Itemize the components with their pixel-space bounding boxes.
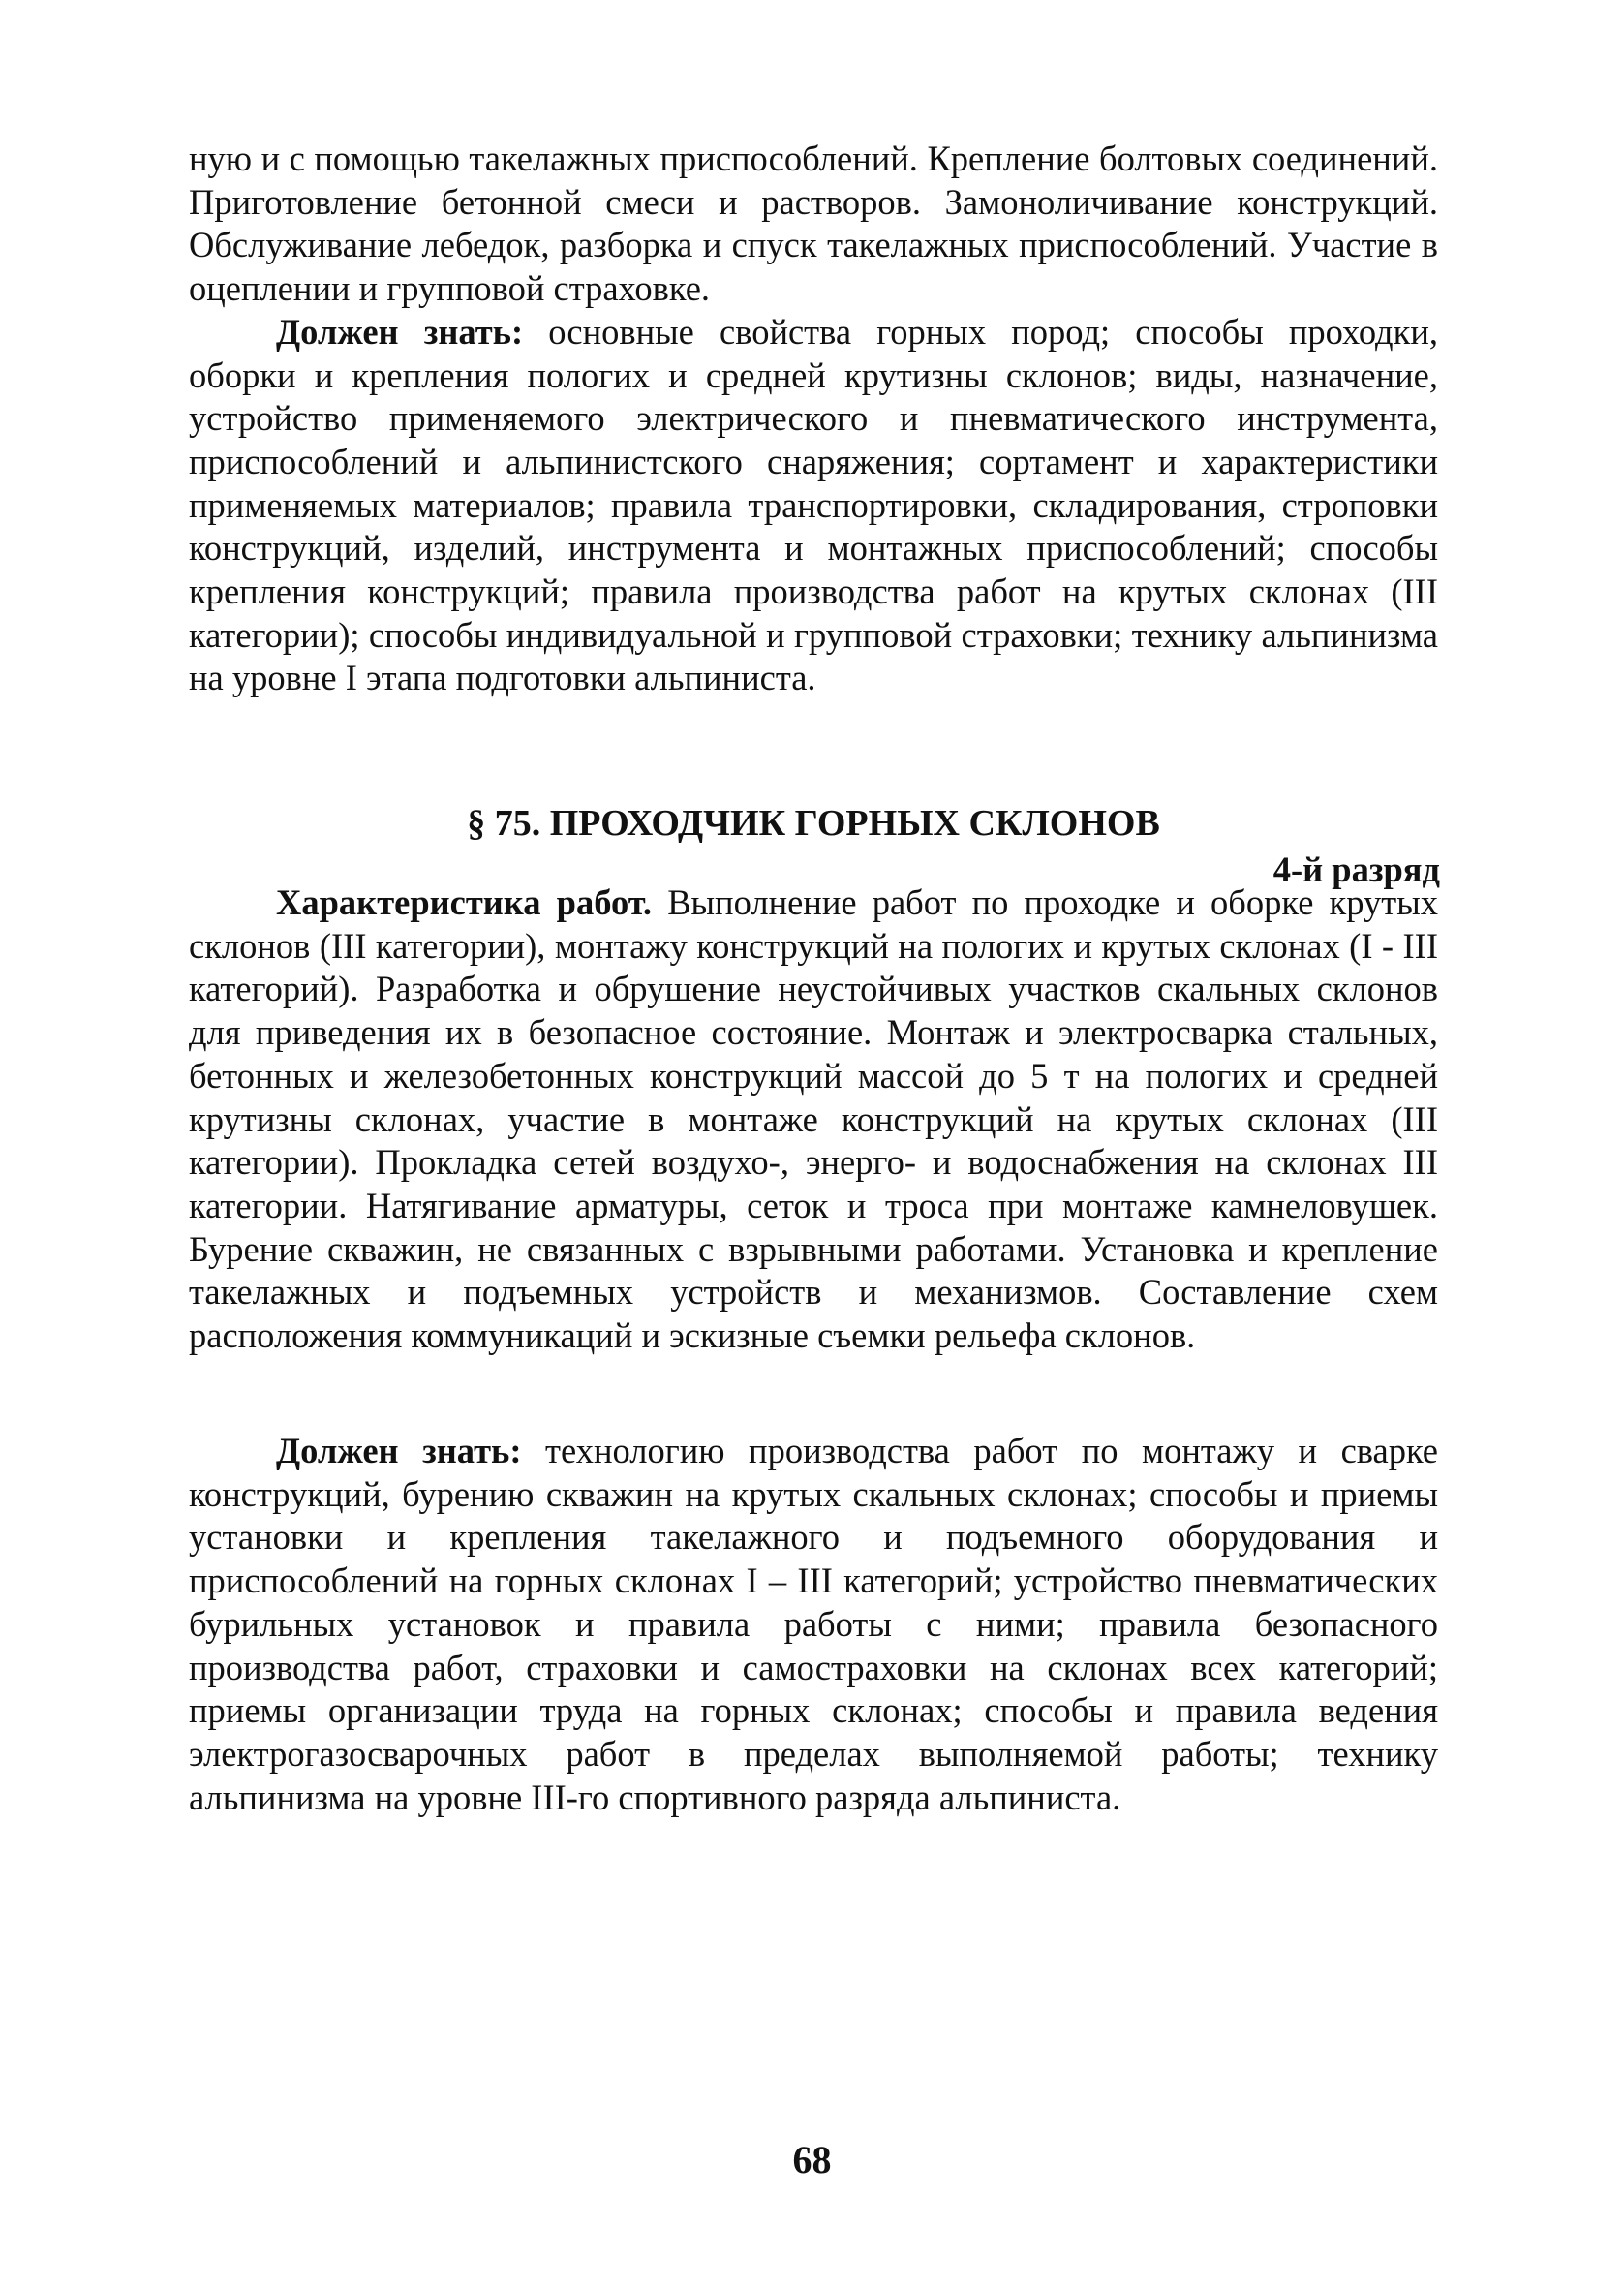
must-know-paragraph: [189, 311, 1438, 700]
work-characteristics-label: Характеристика работ.: [276, 882, 653, 922]
paragraph-text: основные свойства горных пород; способы проходки, оборки и крепления пологих и средней крутизны склонов; виды, назначение, устройство применяемого электрического и пневматического инструмента, приспособлений и альпинистского снаряжения; сортамент и характеристики применяемых материалов; правила транспортировки, складирования, строповки конструкций, изделий, инструмента и монтажных приспособлений; способы крепления конструкций; правила производства работ на крутых склонах (III категории); способы индивидуальной и групповой страховки; технику альпинизма на уровне I этапа подготовки альпиниста.: [189, 311, 1439, 698]
paragraph-text: технологию производства работ по монтажу и сварке конструкций, бурению скважин на крутых скальных склонах; способы и приемы установки и крепления такелажного и подъемного оборудования и приспособлений на горных склонах I – III категорий; устройство пневматических бурильных установок и правила работы с ними; правила безопасного производства работ, страховки и самостраховки на склонах всех категорий; приемы организации труда на горных склонах; способы и правила ведения электрогазосварочных работ в пределах выполняемой работы; технику альпинизма на уровне III-го спортивного разряда альпиниста.: [189, 1431, 1438, 1817]
work-characteristics-paragraph: [189, 881, 1438, 1358]
work-description-continuation: [189, 138, 1438, 311]
grade-label: 4-й разряд: [1272, 850, 1440, 889]
page-number: 68: [792, 2138, 832, 2181]
paragraph-text: ную и с помощью такелажных приспособлений. Крепление болтовых соединений. Приготовление бетонной смеси и растворов. Замоноличивание конструкций. Обслуживание лебедок, разборка и спуск такелажных приспособлений. Участие в оцеплении и групповой страховке.: [189, 139, 1438, 309]
must-know-paragraph: [189, 1430, 1438, 1819]
must-know-block: [189, 1430, 1438, 1819]
must-know-label: Должен знать:: [276, 1431, 522, 1470]
work-characteristics-block: [189, 881, 1438, 1358]
section-title: § 75. ПРОХОДЧИК ГОРНЫХ СКЛОНОВ: [467, 803, 1160, 844]
paragraph-text: Выполнение работ по проходке и оборке крутых склонов (III категории), монтажу конструкций на пологих и крутых склонах (I - III категорий). Разработка и обрушение неустойчивых участков скальных склонов для приведения их в безопасное состояние. Монтаж и электросварка стальных, бетонных и железобетонных конструкций массой до 5 т на пологих и средней крутизны склонах, участие в монтаже конструкций на крутых склонах (III категории). Прокладка сетей воздухо-, энерго- и водоснабжения на склонах III категории. Натягивание арматуры, сеток и троса при монтаже камнеловушек. Бурение скважин, не связанных с взрывными работами. Установка и крепление такелажных и подъемных устройств и механизмов. Составление схем расположения коммуникаций и эскизные съемки рельефа склонов.: [189, 882, 1438, 1356]
must-know-label: Должен знать:: [276, 311, 524, 352]
previous-section-continuation: [189, 138, 1438, 700]
